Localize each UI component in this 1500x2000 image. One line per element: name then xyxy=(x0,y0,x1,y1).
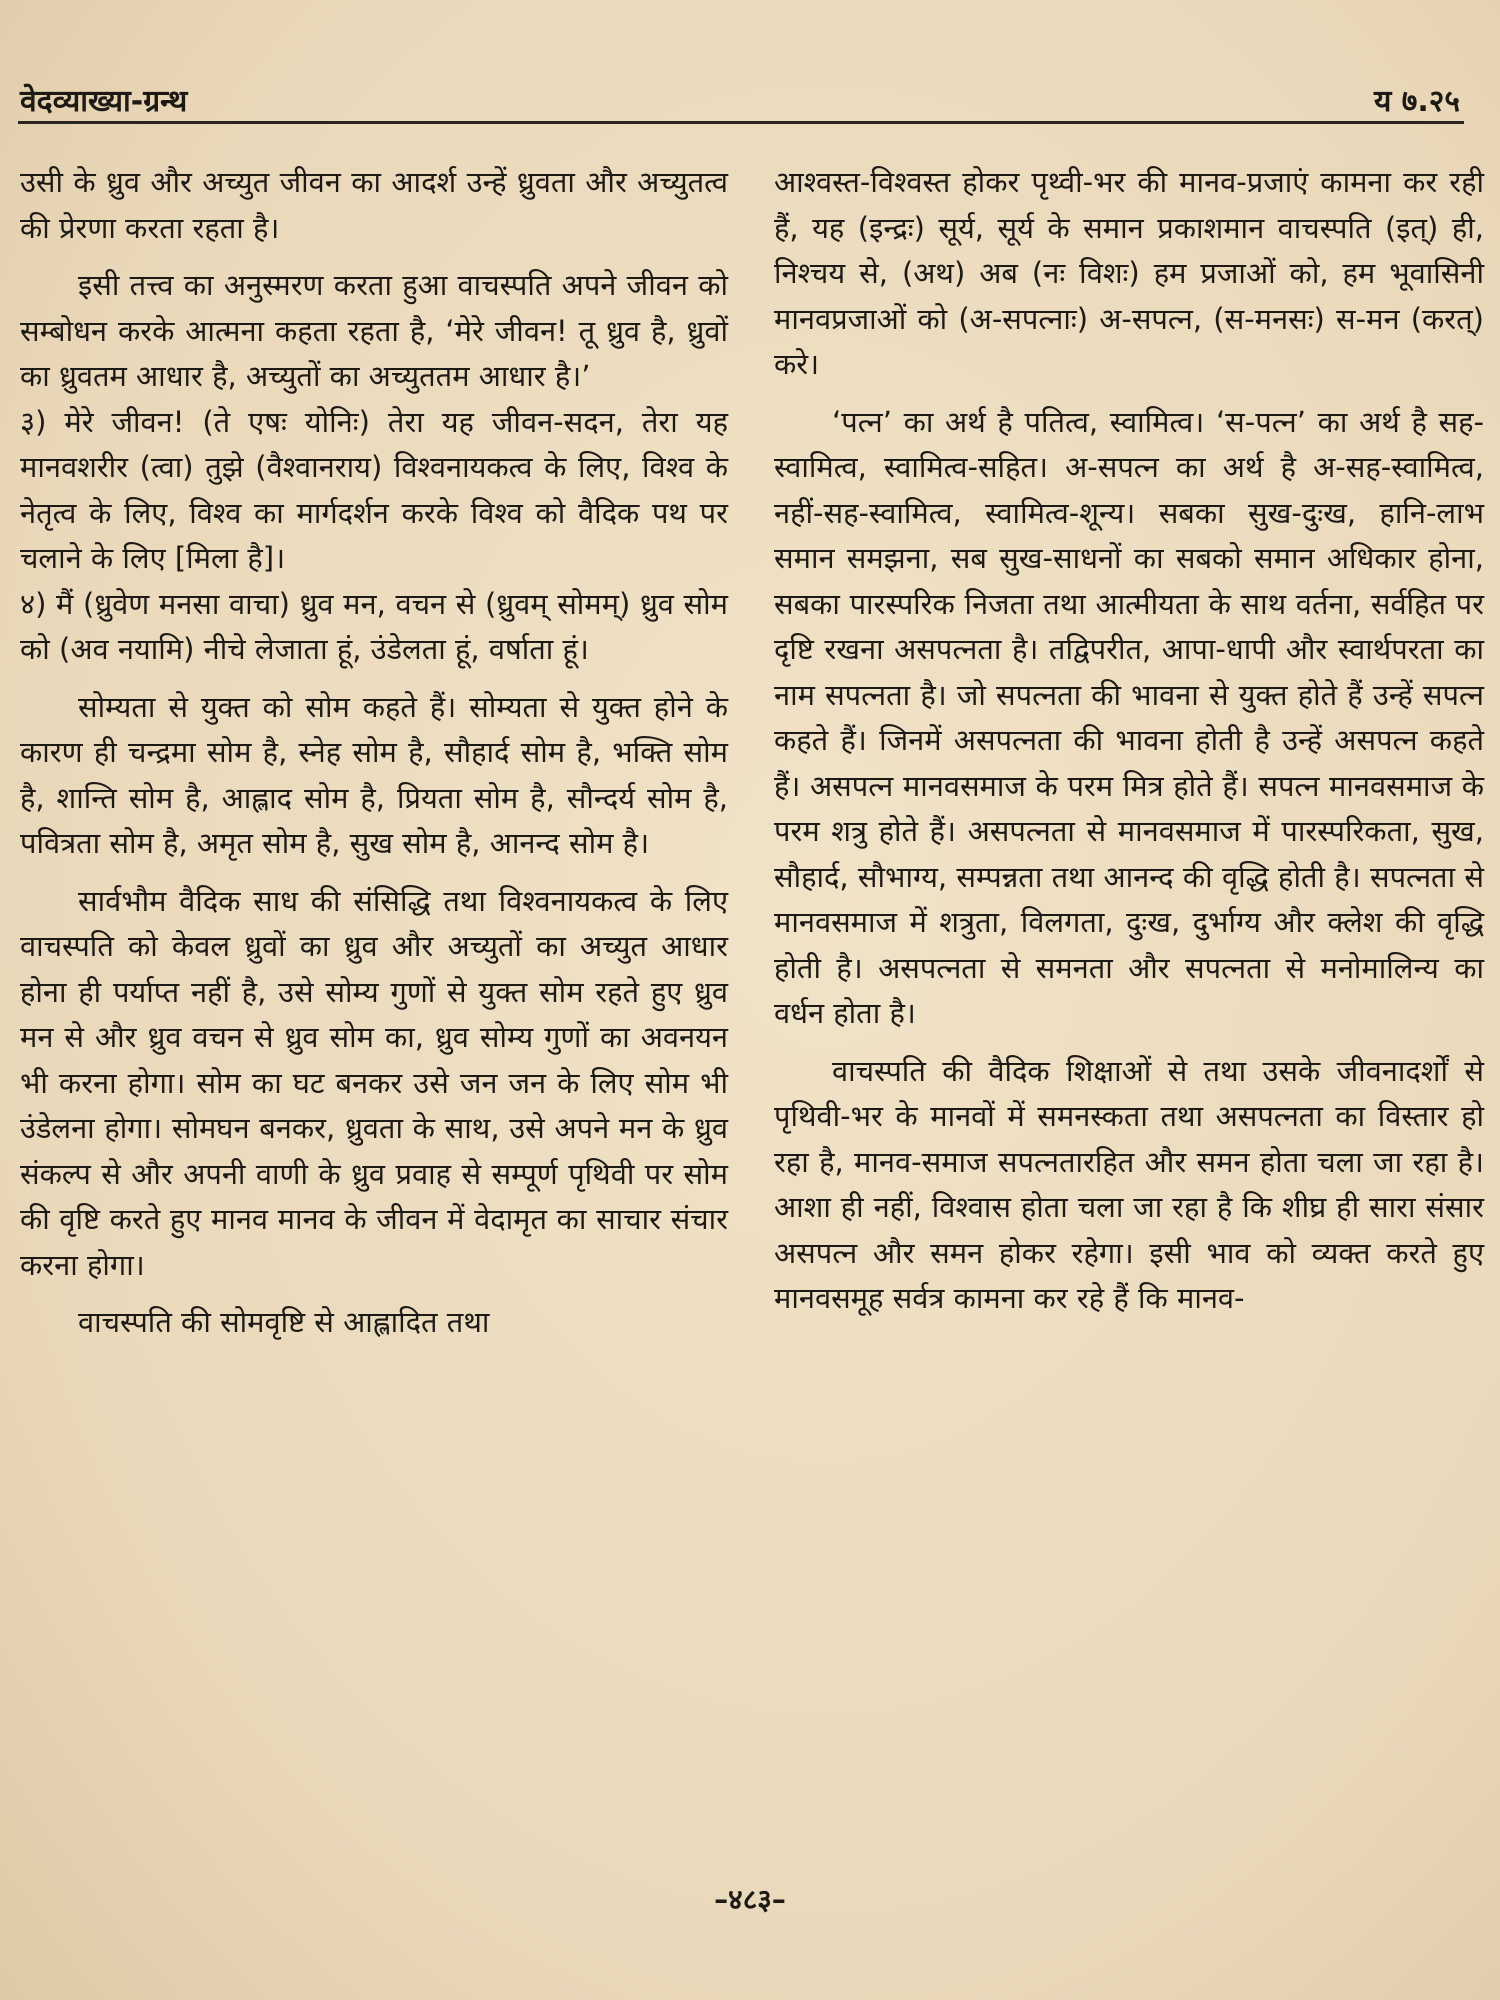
paragraph: ३) मेरे जीवन! (ते एषः योनिः) तेरा यह जीवन-सदन, तेरा यह मानवशरीर (त्वा) तुझे (वैश्वानराय) विश्वनायकत्व के लिए, विश्व के नेतृत्व के लिए, विश्व का मार्गदर्शन करके विश्व को वैदिक पथ पर चलाने के लिए [मिला है]। xyxy=(20,404,728,575)
paragraph: इसी तत्त्व का अनुस्मरण करता हुआ वाचस्पति अपने जीवन को सम्बोधन करके आत्मना कहता रहता है, ‘मेरे जीवन! तू ध्रुव है, ध्रुवों का ध्रुवतम आधार है, अच्युतों का अच्युततम आधार है।’ xyxy=(20,268,728,393)
paragraph: वाचस्पति की सोमवृष्टि से आह्लादित तथा xyxy=(78,1305,490,1339)
paragraph: आश्वस्त-विश्वस्त होकर पृथ्वी-भर की मानव-प्रजाएं कामना कर रही हैं, यह (इन्द्रः) सूर्य, सूर्य के समान प्रकाशमान वाचस्पति (इत्) ही, निश्चय से, (अथ) अब (नः विशः) हम प्रजाओं को, हम भूवासिनी मानवप्रजाओं को (अ-सपत्नाः) अ-सपत्न, (स-मनसः) स-मन (करत्) करे। xyxy=(774,165,1484,381)
running-header xyxy=(20,72,1460,120)
book-title: वेदव्याख्या-ग्रन्थ xyxy=(20,84,188,119)
paragraph: ‘पत्न’ का अर्थ है पतित्व, स्वामित्व। ‘स-पत्न’ का अर्थ है सह-स्वामित्व, स्वामित्व-सहित। अ-सपत्न का अर्थ है अ-सह-स्वामित्व, नहीं-सह-स्वामित्व, स्वामित्व-शून्य। सबका सुख-दुःख, हानि-लाभ समान समझना, सब सुख-साधनों का सबको समान अधिकार होना, सबका पारस्परिक निजता तथा आत्मीयता के साथ वर्तना, सर्वहित पर दृष्टि रखना असपत्नता है। तद्विपरीत, आपा-धापी और स्वार्थपरता का नाम सपत्नता है। जो सपत्नता की भावना से युक्त होते हैं उन्हें सपत्न कहते हैं। जिनमें असपत्नता की भावना होती है उन्हें असपत्न कहते हैं। असपत्न मानवसमाज के परम मित्र होते हैं। सपत्न मानवसमाज के परम शत्रु होते हैं। असपत्नता से मानवसमाज में पारस्परिकता, सुख, सौहार्द, सौभाग्य, सम्पन्नता तथा आनन्द की वृद्धि होती है। सपत्नता से मानवसमाज में शत्रुता, विलगता, दुःख, दुर्भाग्य और क्लेश की वृद्धि होती है। असपत्नता से समनता और सपत्नता से मनोमालिन्य का वर्धन होता है। xyxy=(774,404,1484,1030)
paragraph: सोम्यता से युक्त को सोम कहते हैं। सोम्यता से युक्त होने के कारण ही चन्द्रमा सोम है, स्नेह सोम है, सौहार्द सोम है, भक्ति सोम है, शान्ति सोम है, आह्लाद सोम है, प्रियता सोम है, सौन्दर्य सोम है, पवित्रता सोम है, अमृत सोम है, सुख सोम है, आनन्द सोम है। xyxy=(20,689,728,860)
page-number: –४८३– xyxy=(714,1883,786,1916)
paragraph: ४) मैं (ध्रुवेण मनसा वाचा) ध्रुव मन, वचन से (ध्रुवम् सोमम्) ध्रुव सोम को (अव नयामि) नीचे लेजाता हूं, उंडेलता हूं, वर्षाता हूं। xyxy=(20,586,728,666)
header-rule xyxy=(18,121,1464,124)
verse-reference: य ७.२५ xyxy=(1373,84,1460,119)
paragraph: उसी के ध्रुव और अच्युत जीवन का आदर्श उन्हें ध्रुवता और अच्युतत्व की प्रेरणा करता रहता है। xyxy=(20,165,728,245)
paragraph: वाचस्पति की वैदिक शिक्षाओं से तथा उसके जीवनादर्शों से पृथिवी-भर के मानवों में समनस्कता तथा असपत्नता का विस्तार हो रहा है, मानव-समाज सपत्नतारहित और समन होता चला जा रहा है। आशा ही नहीं, विश्वास होता चला जा रहा है कि शीघ्र ही सारा संसार असपत्न और समन होकर रहेगा। इसी भाव को व्यक्त करते हुए मानवसमूह सर्वत्र कामना कर रहे हैं कि मानव- xyxy=(774,1053,1484,1315)
right-column xyxy=(774,160,1484,1334)
left-column xyxy=(20,160,728,1358)
paragraph: सार्वभौम वैदिक साध की संसिद्धि तथा विश्वनायकत्व के लिए वाचस्पति को केवल ध्रुवों का ध्रुव और अच्युतों का अच्युत आधार होना ही पर्याप्त नहीं है, उसे सोम्य गुणों से युक्त सोम रहते हुए ध्रुव मन से और ध्रुव वचन से ध्रुव सोम का, ध्रुव सोम्य गुणों का अवनयन भी करना होगा। सोम का घट बनकर उसे जन जन के लिए सोम भी उंडेलना होगा। सोमघन बनकर, ध्रुवता के साथ, उसे अपने मन के ध्रुव संकल्प से और अपनी वाणी के ध्रुव प्रवाह से सम्पूर्ण पृथिवी पर सोम की वृष्टि करते हुए मानव मानव के जीवन में वेदामृत का साचार संचार करना होगा। xyxy=(20,883,728,1282)
